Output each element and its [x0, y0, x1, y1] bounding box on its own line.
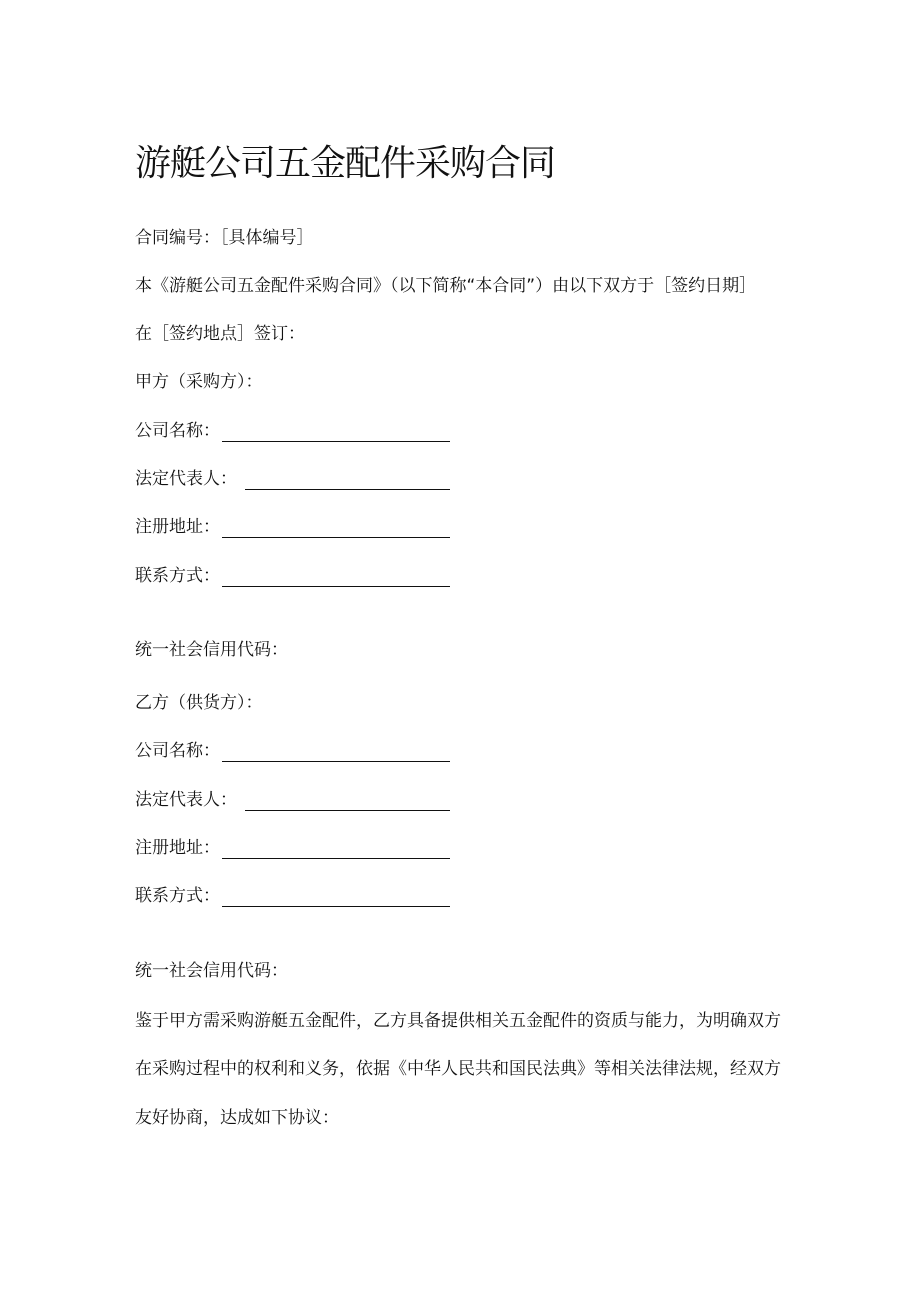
party-a-credit-code: 统一社会信用代码：	[135, 640, 288, 660]
field-label: 联系方式：	[135, 566, 220, 586]
preamble-line-3: 友好协商，达成如下协议：	[135, 1108, 339, 1128]
party-a-contact-field	[135, 565, 450, 587]
party-b-credit-code: 统一社会信用代码：	[135, 961, 288, 981]
field-label: 公司名称：	[135, 421, 220, 441]
field-label: 法定代表人：	[135, 469, 237, 489]
fill-in-blank	[222, 425, 450, 442]
fill-in-blank	[222, 842, 450, 859]
party-a-address-field	[135, 516, 450, 538]
party-b-company-field	[135, 740, 450, 762]
fill-in-blank	[245, 473, 450, 490]
party-a-company-field	[135, 420, 450, 442]
party-b-address-field	[135, 837, 450, 859]
fill-in-blank	[222, 890, 450, 907]
fill-in-blank	[245, 794, 450, 811]
field-label: 注册地址：	[135, 517, 220, 537]
document-title: 游艇公司五金配件采购合同	[135, 143, 556, 184]
fill-in-blank	[222, 521, 450, 538]
fill-in-blank	[222, 745, 450, 762]
party-a-rep-field	[135, 468, 450, 490]
contract-number: 合同编号：［具体编号］	[135, 228, 314, 248]
preamble-line-2: 在采购过程中的权利和义务，依据《中华人民共和国民法典》等相关法律法规，经双方	[135, 1059, 781, 1079]
field-label: 联系方式：	[135, 886, 220, 906]
field-label: 公司名称：	[135, 741, 220, 761]
intro-line-2: 在［签约地点］签订：	[135, 324, 305, 344]
party-a-heading: 甲方（采购方）：	[135, 372, 263, 392]
preamble-line-1: 鉴于甲方需采购游艇五金配件，乙方具备提供相关五金配件的资质与能力，为明确双方	[135, 1011, 781, 1031]
field-label: 注册地址：	[135, 838, 220, 858]
fill-in-blank	[222, 570, 450, 587]
intro-line-1: 本《游艇公司五金配件采购合同》（以下简称“本合同”）由以下双方于［签约日期］	[135, 276, 757, 296]
party-b-contact-field	[135, 885, 450, 907]
party-b-heading: 乙方（供货方）：	[135, 693, 263, 713]
field-label: 法定代表人：	[135, 790, 237, 810]
party-b-rep-field	[135, 789, 450, 811]
